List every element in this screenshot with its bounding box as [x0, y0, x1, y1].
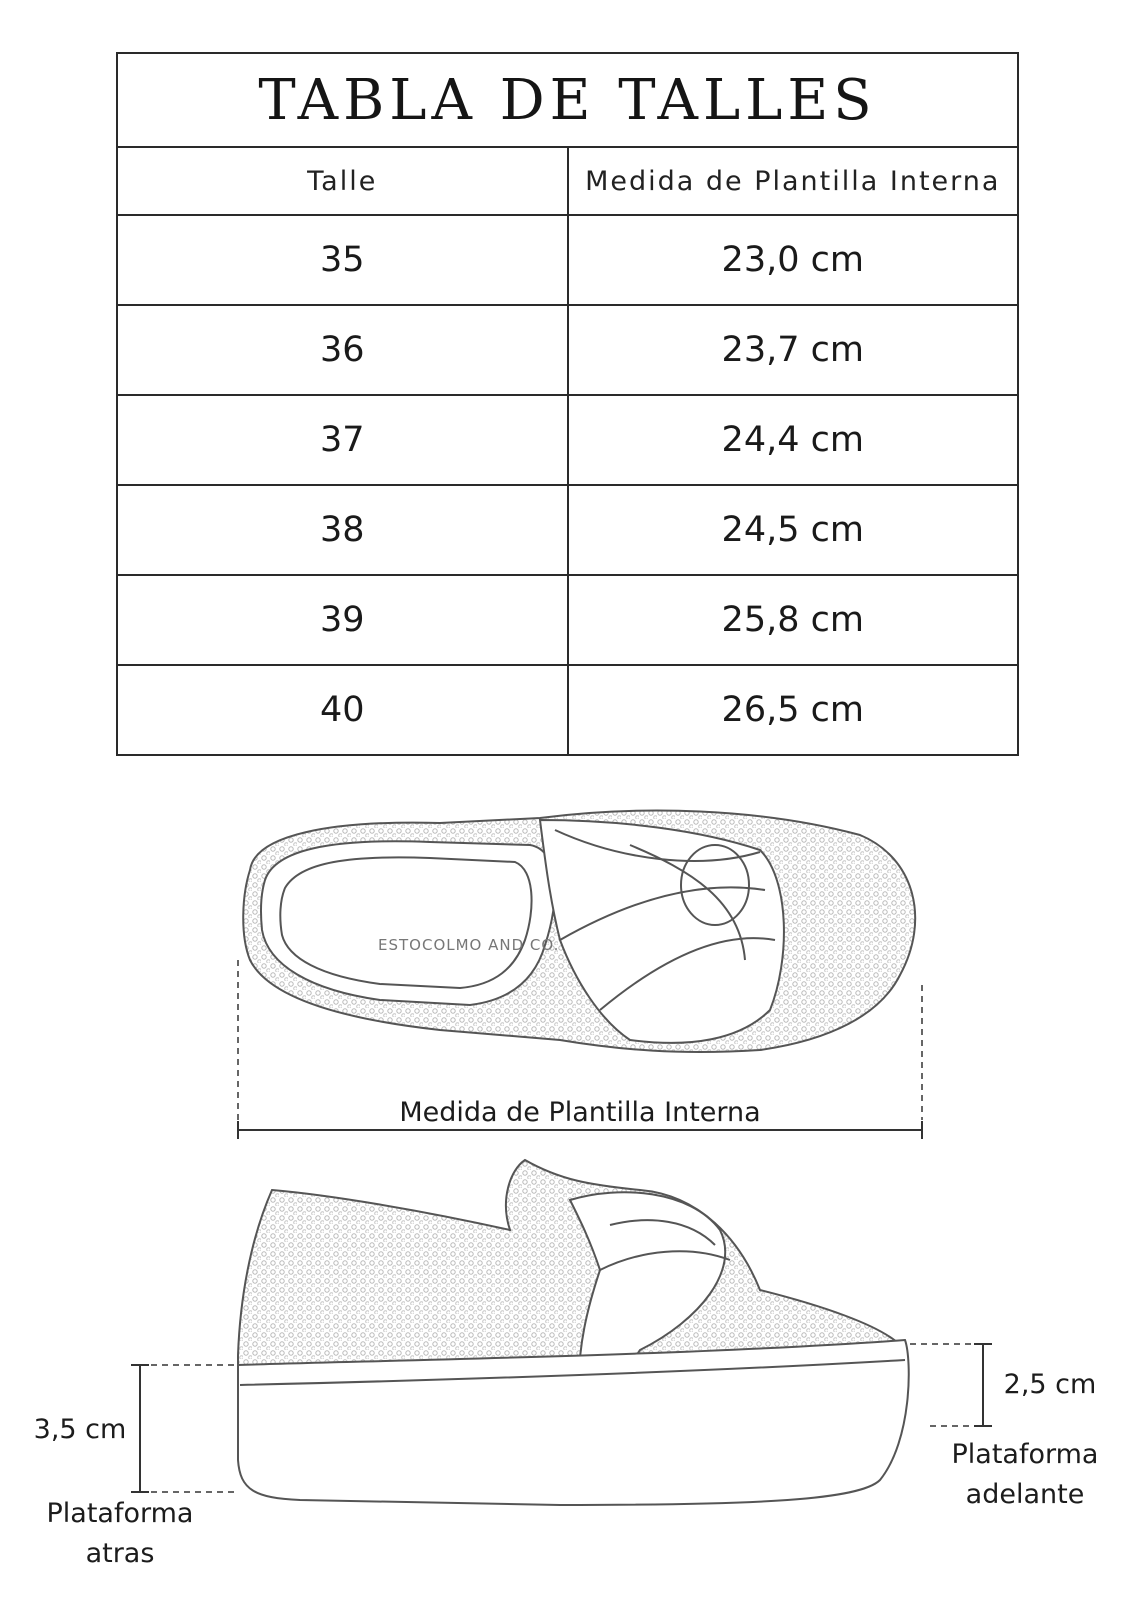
medida-cell: 25,8 cm: [568, 575, 1019, 665]
rear-platform-measure: [131, 1365, 238, 1492]
rear-height-label: 3,5 cm: [33, 1414, 127, 1445]
brand-stamp: ESTOCOLMO AND CO.: [378, 936, 560, 954]
insole-label: Medida de Plantilla Interna: [399, 1097, 761, 1128]
medida-cell: 24,4 cm: [568, 395, 1019, 485]
medida-cell: 26,5 cm: [568, 665, 1019, 755]
rear-caption-line2: atras: [85, 1538, 155, 1569]
talle-cell: 37: [117, 395, 568, 485]
medida-cell: 24,5 cm: [568, 485, 1019, 575]
medida-cell: 23,0 cm: [568, 215, 1019, 305]
talle-cell: 40: [117, 665, 568, 755]
talle-cell: 38: [117, 485, 568, 575]
front-caption-line2: adelante: [965, 1479, 1085, 1510]
shoe-side-view: [238, 1160, 909, 1505]
header-talle: Talle: [117, 147, 568, 215]
front-height-label: 2,5 cm: [1003, 1369, 1097, 1400]
front-caption-line1: Plataforma: [951, 1439, 1099, 1470]
medida-cell: 23,7 cm: [568, 305, 1019, 395]
talle-cell: 35: [117, 215, 568, 305]
talle-cell: 36: [117, 305, 568, 395]
rear-caption-line1: Plataforma: [46, 1498, 194, 1529]
header-medida: Medida de Plantilla Interna: [568, 147, 1019, 215]
shoe-top-view: [243, 811, 915, 1052]
talle-cell: 39: [117, 575, 568, 665]
table-title: TABLA DE TALLES: [117, 53, 1018, 147]
front-platform-measure: [910, 1344, 992, 1426]
